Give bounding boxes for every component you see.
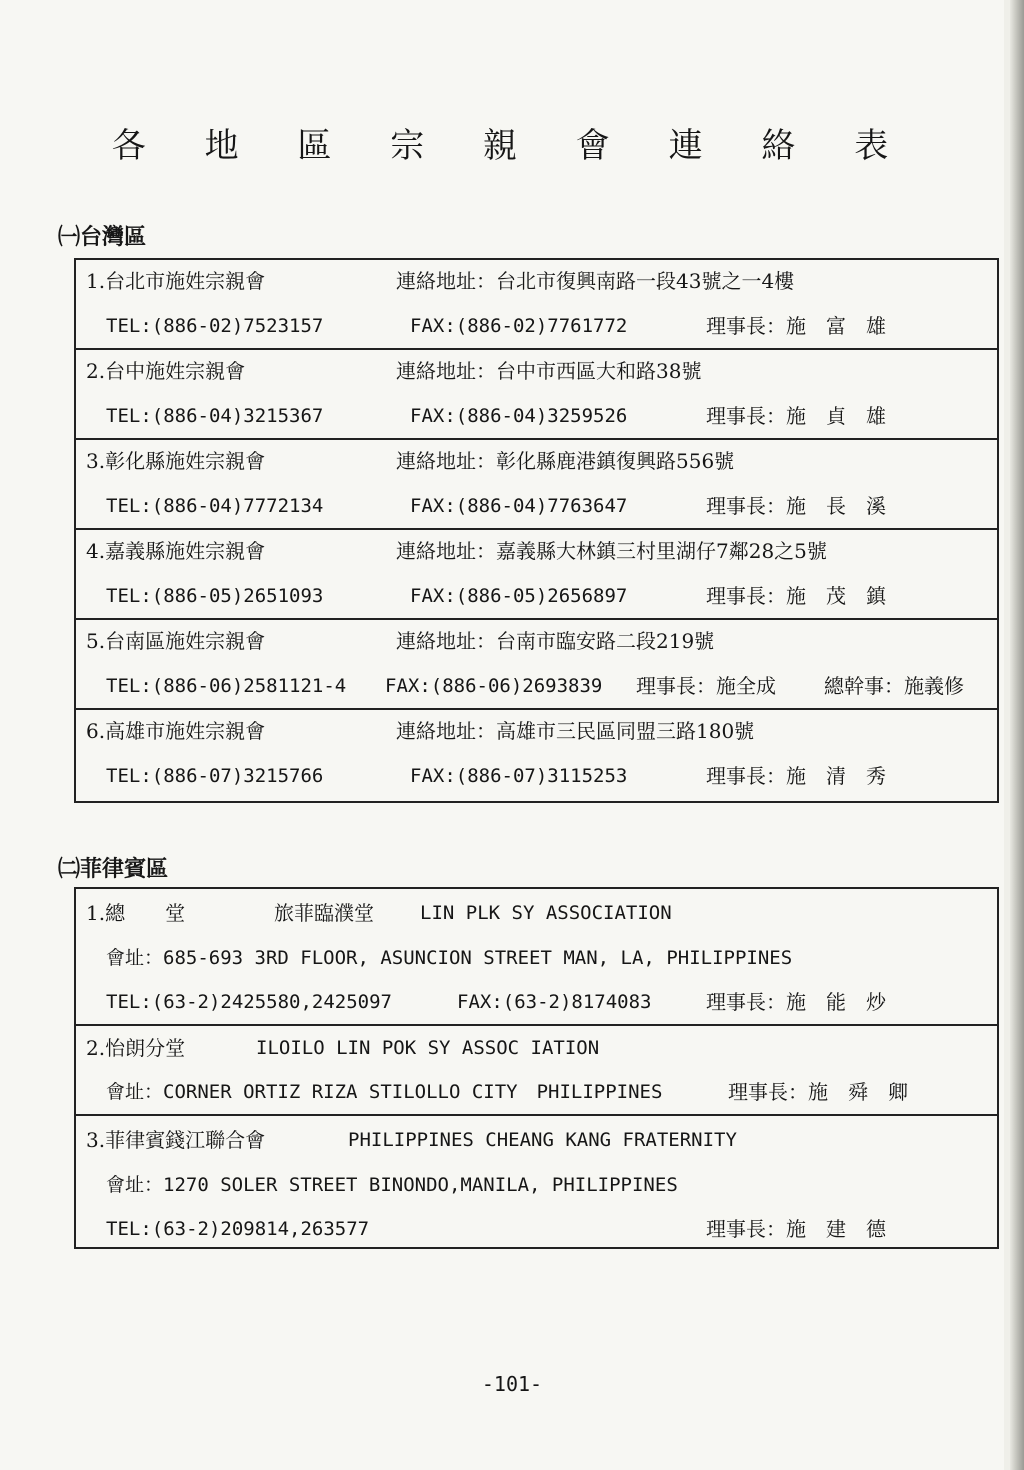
org-name: 2.台中施姓宗親會	[86, 359, 246, 383]
section-heading-philippines: ㈡菲律賓區	[58, 857, 169, 882]
org-tel: TEL:(886-04)3215367	[106, 405, 324, 427]
org-name: 1.總 堂	[86, 901, 186, 925]
philippines-entry	[76, 1026, 997, 1116]
org-fax: FAX:(63-2)8174083	[457, 991, 652, 1013]
org-name: 3.菲律賓錢江聯合會	[86, 1128, 266, 1152]
org-tel: TEL:(886-04)7772134	[106, 495, 324, 517]
taiwan-entry	[76, 710, 997, 801]
org-chairman: 理事長：施 富 雄	[706, 314, 886, 338]
taiwan-entry	[76, 530, 997, 620]
org-tel: TEL:(886-07)3215766	[106, 765, 324, 787]
org-tel: TEL:(63-2)2425580,2425097	[106, 991, 392, 1013]
org-name: 3.彰化縣施姓宗親會	[86, 449, 266, 473]
page-number: -101-	[481, 1372, 543, 1396]
org-fax: FAX:(886-04)3259526	[410, 405, 628, 427]
org-fax: FAX:(886-07)3115253	[410, 765, 628, 787]
org-address: 連絡地址：嘉義縣大林鎮三村里湖仔7鄰28之5號	[396, 539, 827, 563]
page-edge-shadow	[1010, 0, 1024, 1470]
org-tel: TEL:(886-05)2651093	[106, 585, 324, 607]
org-chairman: 理事長：施 清 秀	[706, 764, 886, 788]
taiwan-table	[74, 258, 999, 803]
philippines-table	[74, 887, 999, 1249]
org-english-name: LIN PLK SY ASSOCIATION	[420, 902, 672, 924]
org-name: 6.高雄市施姓宗親會	[86, 719, 266, 743]
org-address: 連絡地址：高雄市三民區同盟三路180號	[396, 719, 755, 743]
org-fax: FAX:(886-06)2693839	[385, 675, 603, 697]
org-address: 連絡地址：台中市西區大和路38號	[396, 359, 702, 383]
org-address: 連絡地址：台南市臨安路二段219號	[396, 629, 715, 653]
philippines-entry	[76, 1116, 997, 1247]
org-fax: FAX:(886-02)7761772	[410, 315, 628, 337]
taiwan-entry	[76, 350, 997, 440]
taiwan-entry	[76, 440, 997, 530]
org-tel: TEL:(886-02)7523157	[106, 315, 324, 337]
org-address: 連絡地址：彰化縣鹿港鎮復興路556號	[396, 449, 735, 473]
org-tel: TEL:(63-2)209814,263577	[106, 1218, 370, 1240]
org-chairman: 理事長：施 長 溪	[706, 494, 886, 518]
page-title: 各 地 區 宗 親 會 連 絡 表	[111, 126, 913, 166]
org-english-name: PHILIPPINES CHEANG KANG FRATERNITY	[348, 1129, 737, 1151]
org-address: 會址：685-693 3RD FLOOR, ASUNCION STREET MAN, LA, PHILIPPINES	[106, 947, 793, 969]
org-chinese-name: 旅菲臨濮堂	[274, 901, 374, 925]
org-chairman: 理事長：施 能 炒	[706, 990, 886, 1014]
taiwan-entry	[76, 620, 997, 710]
org-english-name: ILOILO LIN POK SY ASSOC IATION	[256, 1037, 600, 1059]
org-name: 2.怡朗分堂	[86, 1036, 186, 1060]
section-heading-taiwan: ㈠台灣區	[58, 225, 147, 250]
org-chairman: 理事長：施 貞 雄	[706, 404, 886, 428]
org-chairman: 理事長：施 建 德	[706, 1217, 886, 1241]
org-chairman: 理事長：施 茂 鎮	[706, 584, 886, 608]
org-name: 5.台南區施姓宗親會	[86, 629, 266, 653]
org-address: 連絡地址：台北市復興南路一段43號之一4樓	[396, 269, 795, 293]
org-address: 會址：CORNER ORTIZ RIZA STILOLLO CITY PHILIPPINES	[106, 1081, 663, 1103]
org-tel: TEL:(886-06)2581121-4	[106, 675, 347, 697]
org-fax: FAX:(886-04)7763647	[410, 495, 628, 517]
org-name: 4.嘉義縣施姓宗親會	[86, 539, 266, 563]
philippines-entry	[76, 889, 997, 1026]
org-address: 會址：1270 SOLER STREET BINONDO,MANILA, PHILIPPINES	[106, 1174, 678, 1196]
org-chairman: 理事長：施 舜 卿	[728, 1080, 908, 1104]
org-fax: FAX:(886-05)2656897	[410, 585, 628, 607]
org-chairman: 理事長：施全成	[636, 674, 776, 698]
org-name: 1.台北市施姓宗親會	[86, 269, 266, 293]
taiwan-entry	[76, 260, 997, 350]
org-secretary: 總幹事：施義修	[824, 674, 964, 698]
